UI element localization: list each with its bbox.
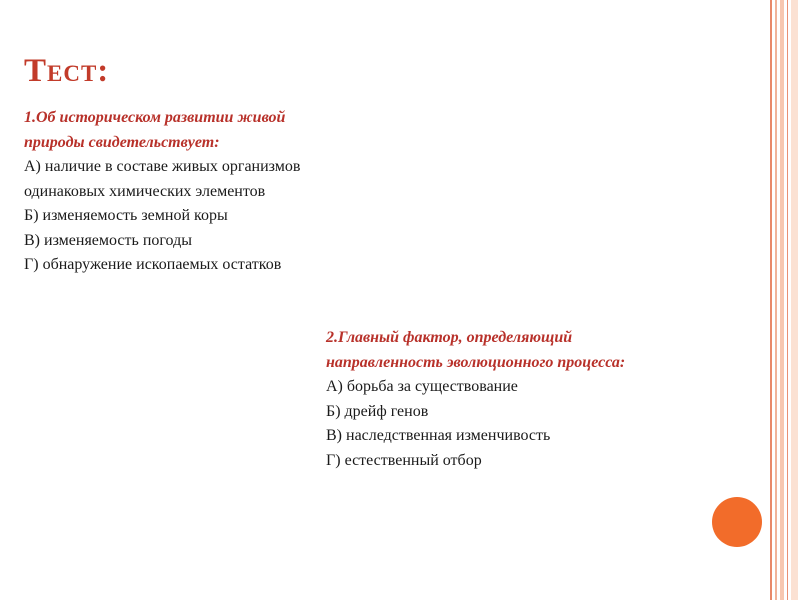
question-2-answer-a: А) борьба за существование [326,378,518,395]
question-2-answer-d: Г) естественный отбор [326,451,482,469]
question-1-answer-a: А) наличие в составе живых организмов [24,158,301,175]
decorative-stripes [770,0,800,600]
question-1-answer-a-cont: одинаковых химических элементов [24,182,266,200]
stripe [787,0,788,600]
stripe [780,0,784,600]
stripe [770,0,772,600]
question-1-answer-d: Г) обнаружение ископаемых остатков [24,256,282,273]
stripe [775,0,777,600]
question-1-text-line: природы свидетельствует: [24,133,220,151]
question-1-answer-b: Б) изменяемость земной коры [24,207,228,224]
question-2-answer-b: Б) дрейф генов [326,402,429,420]
question-1-answer-c: В) изменяемость погоды [24,231,192,249]
slide-title: Тест: [24,53,110,89]
question-1-text-line: 1.Об историческом развитии живой [24,109,286,126]
decorative-circle-icon [712,497,762,547]
question-block-2 [326,326,756,473]
stripe [791,0,798,600]
question-block-1 [24,106,404,278]
question-2-answer-c: В) наследственная изменчивость [326,427,551,444]
question-2-text-line: направленность эволюционного процесса: [326,353,626,371]
question-2-text-line: 2.Главный фактор, определяющий [326,329,573,346]
